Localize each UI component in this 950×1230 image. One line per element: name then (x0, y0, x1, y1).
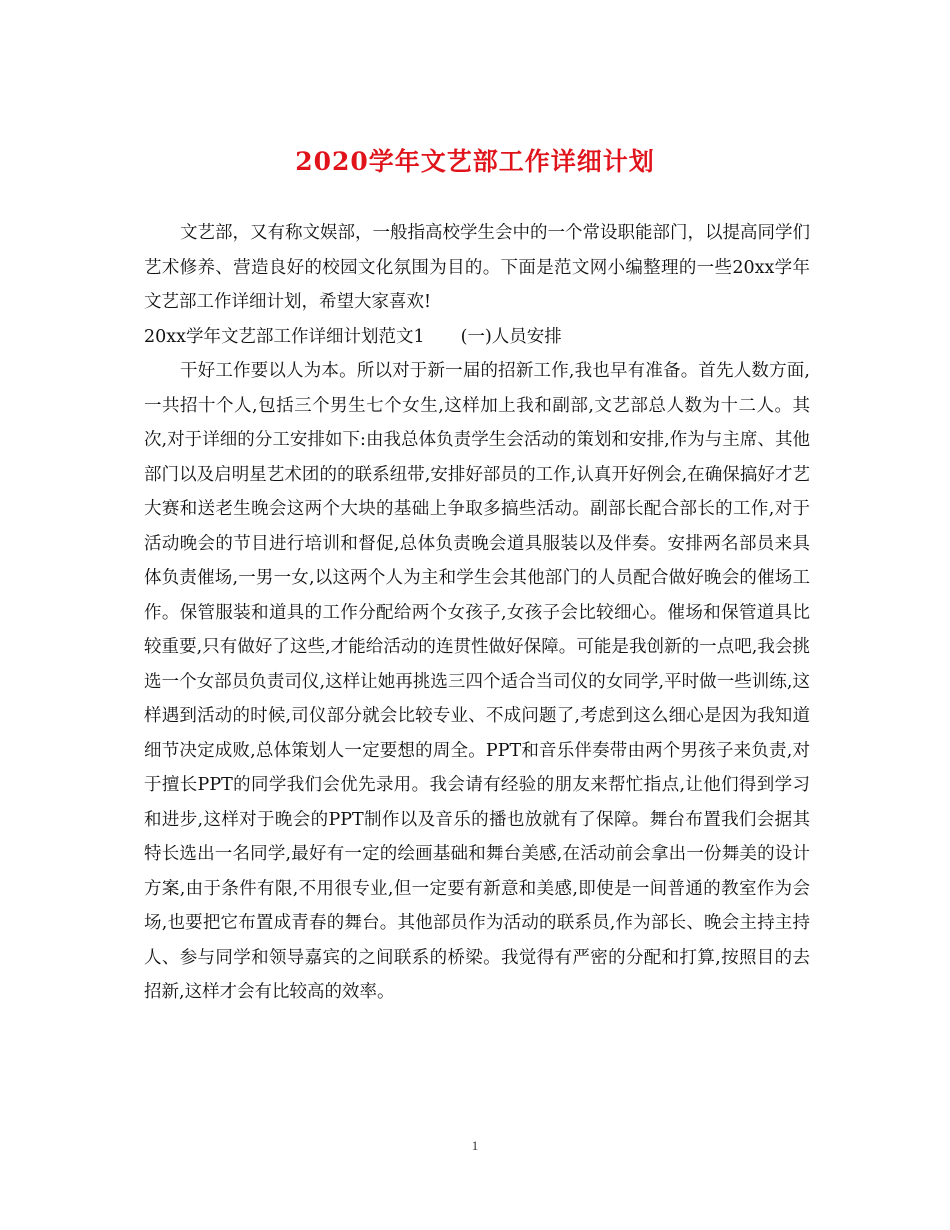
section-title: 20xx学年文艺部工作详细计划范文1 (144, 326, 425, 347)
intro-paragraph: 文艺部，又有称文娱部，一般指高校学生会中的一个常设职能部门，以提高同学们艺术修养、营造良好的校园文化氛围为目的。下面是范文网小编整理的一些20xx学年文艺部工作详细计划，希望大家喜欢! (144, 223, 810, 312)
page-number: 1 (471, 1138, 479, 1153)
document-body (144, 216, 810, 1010)
section-heading-line (144, 320, 810, 355)
main-paragraph: 干好工作要以人为本。所以对于新一届的招新工作,我也早有准备。首先人数方面,一共招十个人,包括三个男生七个女生,这样加上我和副部,文艺部总人数为十二人。其次,对于详细的分工安排如下:由我总体负责学生会活动的策划和安排,作为与主席、其他部门以及启明星艺术团的的联系纽带,安排好部员的工作,认真开好例会,在确保搞好才艺大赛和送老生晚会这两个大块的基础上争取多搞些活动。副部长配合部长的工作,对于活动晚会的节目进行培训和督促,总体负责晚会道具服装以及伴奏。安排两名部员来具体负责催场,一男一女,以这两个人为主和学生会其他部门的人员配合做好晚会的催场工作。保管服装和道具的工作分配给两个女孩子,女孩子会比较细心。催场和保管道具比较重要,只有做好了这些,才能给活动的连贯性做好保障。可能是我创新的一点吧,我会挑选一个女部员负责司仪,这样让她再挑选三四个适合当司仪的女同学,平时做一些训练,这样遇到活动的时候,司仪部分就会比较专业、不成问题了,考虑到这么细心是因为我知道细节决定成败,总体策划人一定要想的周全。PPT和音乐伴奏带由两个男孩子来负责,对于擅长PPT的同学我们会优先录用。我会请有经验的朋友来帮忙指点,让他们得到学习和进步,这样对于晚会的PPT制作以及音乐的播也放就有了保障。舞台布置我们会据其特长选出一名同学,最好有一定的绘画基础和舞台美感,在活动前会拿出一份舞美的设计方案,由于条件有限,不用很专业,但一定要有新意和美感,即使是一间普通的教室作为会场,也要把它布置成青春的舞台。其他部员作为活动的联系员,作为部长、晚会主持主持人、参与同学和领导嘉宾的之间联系的桥梁。我觉得有严密的分配和打算,按照目的去招新,这样才会有比较高的效率。 (144, 361, 810, 1002)
subsection-title: (一)人员安排 (460, 326, 562, 347)
document-title: 2020学年文艺部工作详细计划 (295, 147, 655, 176)
